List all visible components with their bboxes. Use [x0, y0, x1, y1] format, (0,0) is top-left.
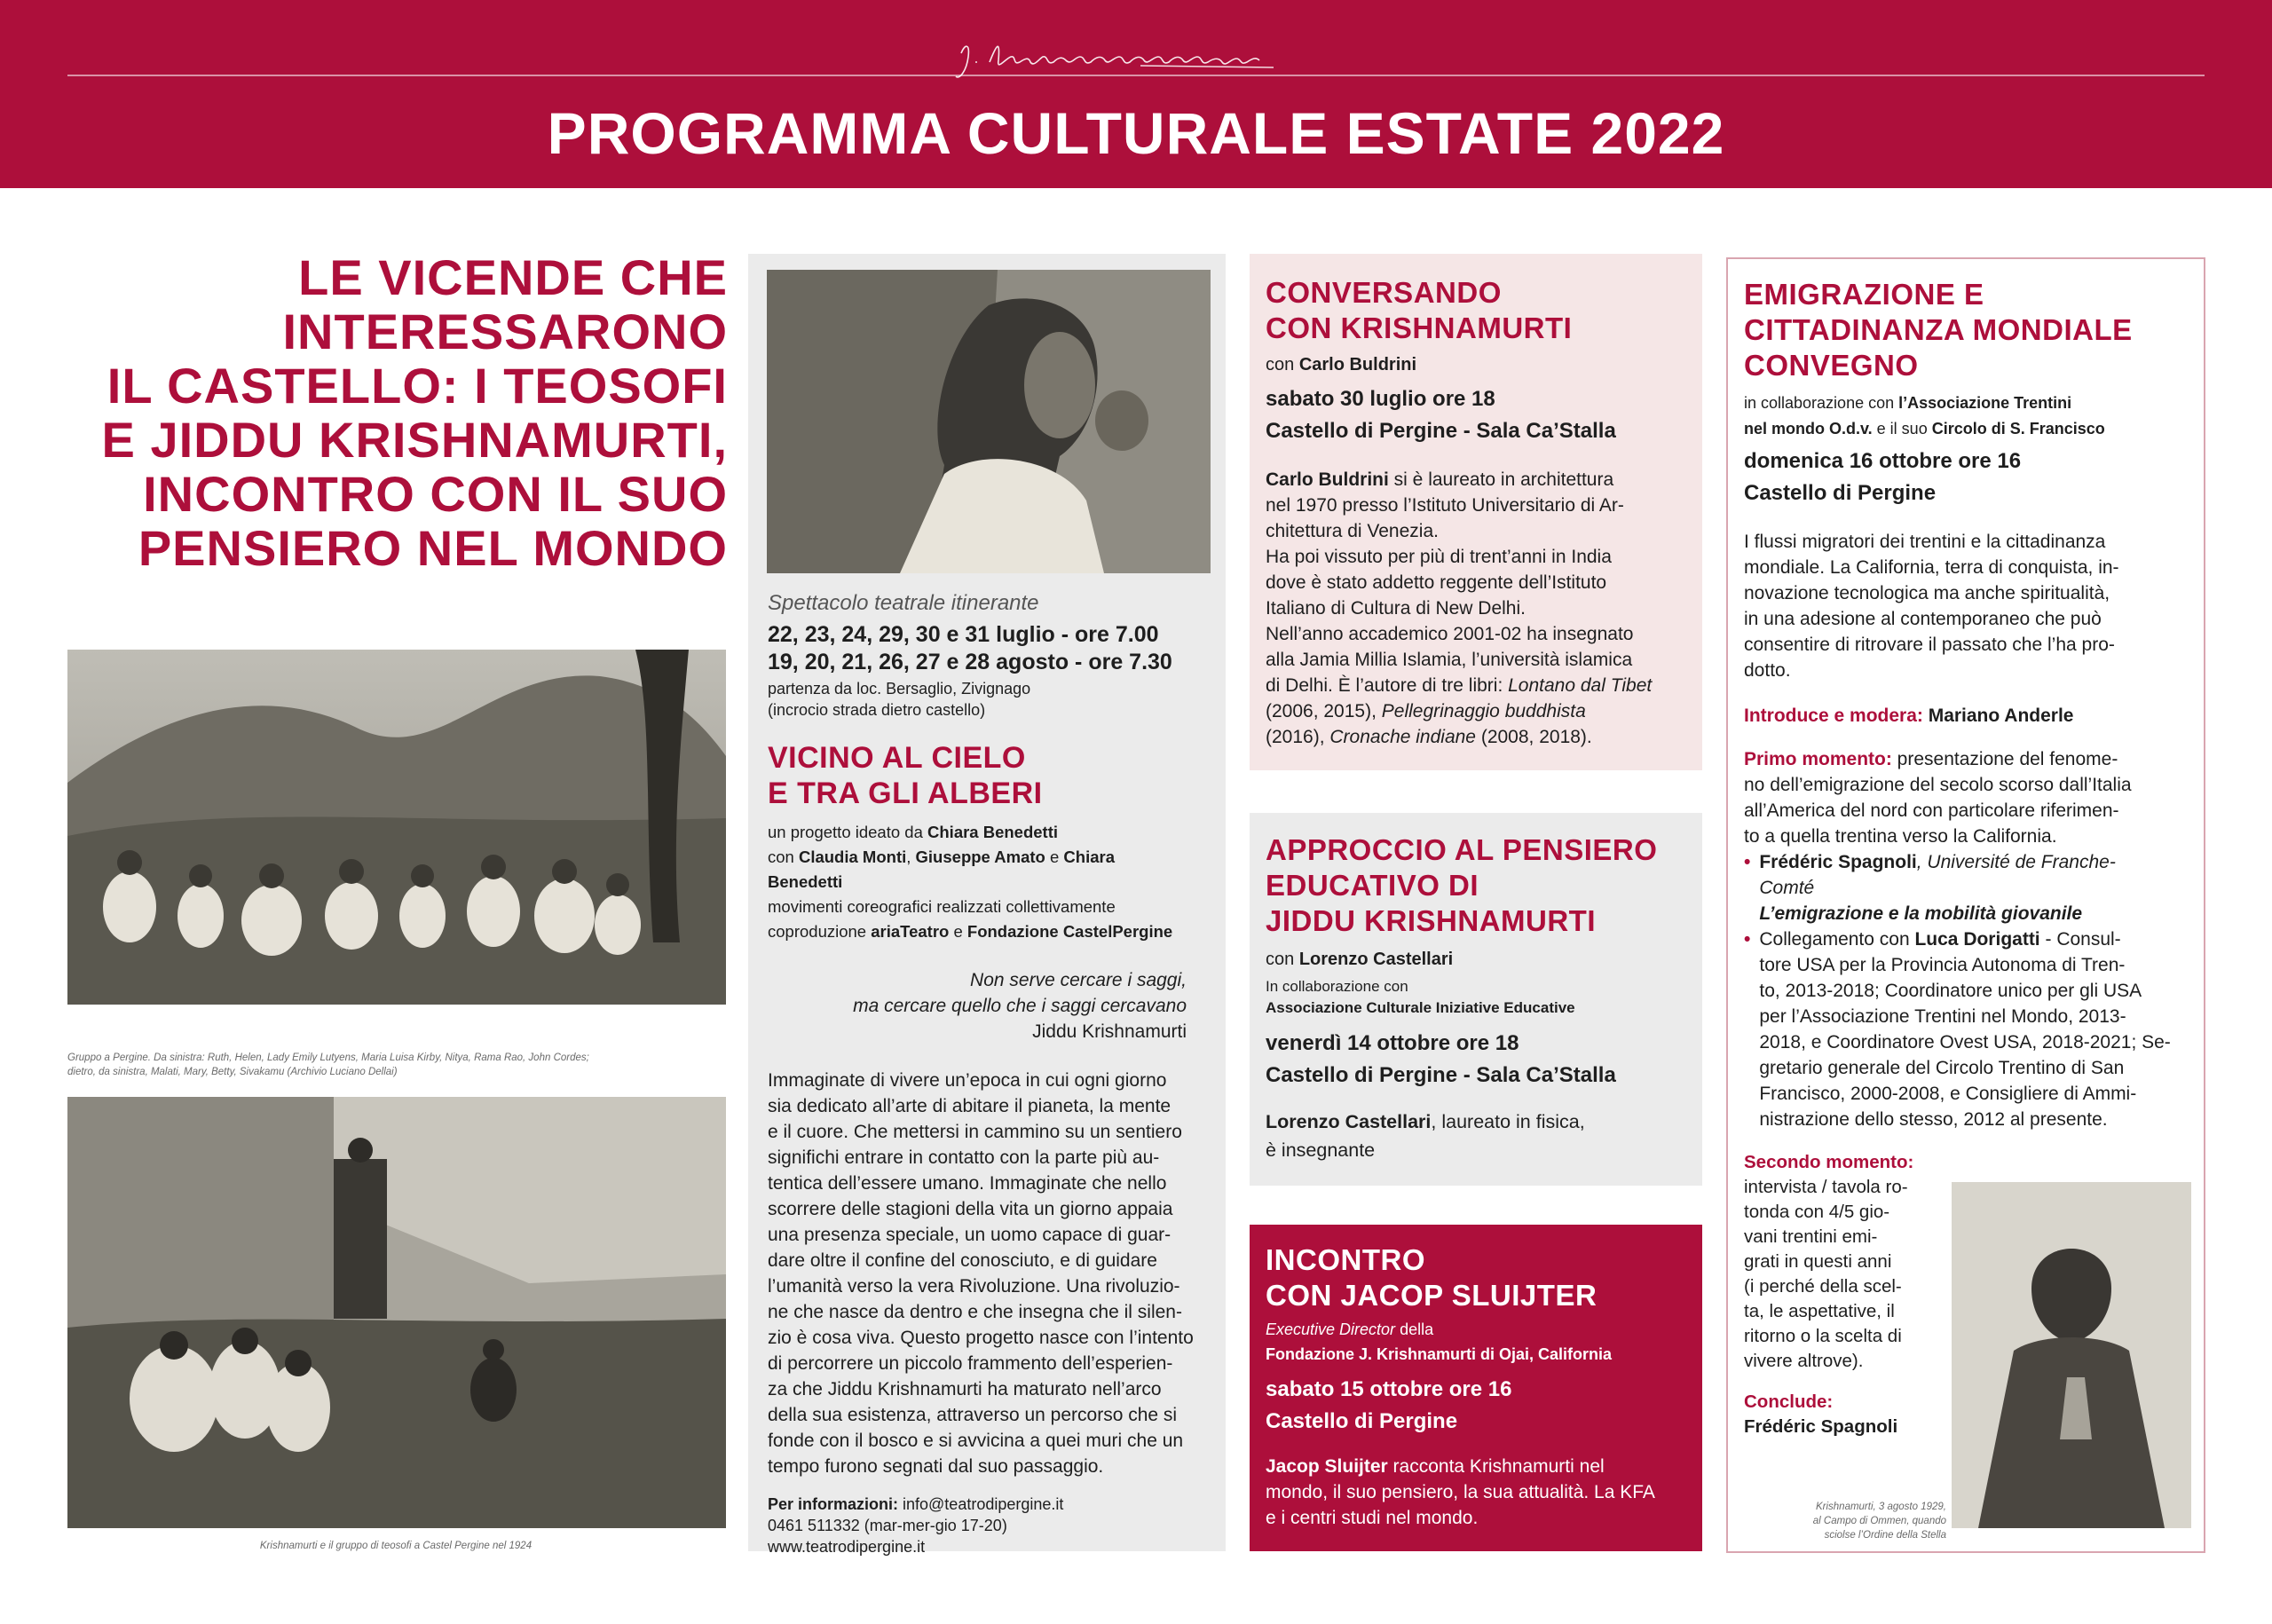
- ommen-photo-caption: [1742, 1500, 1946, 1542]
- role-suffix: della: [1395, 1320, 1434, 1338]
- body-line: sia dedicato all’arte di abitare il pianeta, la mente: [768, 1096, 1172, 1116]
- session-label-text: Secondo momento:: [1744, 1152, 1914, 1172]
- event-title-line: CONVEGNO: [1744, 349, 1919, 382]
- caption-line: al Campo di Ommen, quando: [1812, 1516, 1946, 1526]
- event-title-line: CITTADINANZA MONDIALE: [1744, 313, 2133, 346]
- second-session: [1744, 1150, 1948, 1439]
- bio-line: chitettura di Venezia.: [1266, 521, 1439, 541]
- event-box-emigrazione: [1726, 257, 2205, 1553]
- bullet-affiliation: Comté: [1759, 878, 1815, 898]
- collab-line: [1744, 416, 2192, 442]
- speaker-prefix: con: [1266, 950, 1299, 969]
- theatre-title-line: E TRA GLI ALBERI: [768, 777, 1043, 810]
- quote-line: Non serve cercare i saggi,: [970, 970, 1187, 990]
- speaker-bullet-spagnoli: [1744, 849, 2192, 926]
- theatre-title: [768, 740, 1194, 811]
- credit-name: Fondazione CastelPergine: [966, 922, 1173, 941]
- theatre-date-line: 19, 20, 21, 26, 27 e 28 agosto - ore 7.30: [768, 650, 1172, 674]
- bullet-text: - Consul-: [2039, 929, 2121, 950]
- quote-line: ma cercare quello che i saggi cercavano: [853, 996, 1187, 1016]
- intro-line: dotto.: [1744, 660, 1791, 681]
- bio-line: [1266, 698, 1692, 724]
- caption-line: dietro, da sinistra, Malati, Mary, Betty, Sivakamu (Archivio Luciano Dellai): [67, 1067, 398, 1077]
- session-line: vani trentini emi-: [1744, 1226, 1878, 1247]
- event-collab: [1744, 390, 2192, 442]
- bullet-line: [1759, 901, 2115, 926]
- intro-line: novazione tecnologica ma anche spiritualità,: [1744, 583, 2110, 603]
- feature-title-line: PENSIERO NEL MONDO: [138, 520, 728, 576]
- credit-text: un progetto ideato da: [768, 823, 928, 841]
- feature-title-line: INCONTRO CON IL SUO: [143, 466, 728, 522]
- bullet-name: Frédéric Spagnoli: [1759, 852, 1917, 872]
- speaker-name: Carlo Buldrini: [1298, 355, 1417, 374]
- event-date: venerdì 14 ottobre ore 18: [1266, 1031, 1519, 1055]
- event-date: domenica 16 ottobre ore 16: [1744, 449, 2022, 473]
- bio-line: Nell’anno accademico 2001-02 ha insegnato: [1266, 624, 1634, 644]
- session-line: vivere altrove).: [1744, 1351, 1864, 1371]
- body-line: l’umanità verso la vera Rivoluzione. Una rivoluzio-: [768, 1276, 1180, 1297]
- session-line: to a quella trentina verso la California.: [1744, 826, 2057, 847]
- conclude-label: [1744, 1390, 1948, 1415]
- theatre-info: [768, 591, 1194, 1557]
- speaker-bio: [1266, 1108, 1692, 1164]
- bio-line: [1266, 673, 1692, 698]
- bullet-icon: •: [1744, 852, 1751, 872]
- book-title: Pellegrinaggio buddhista: [1381, 701, 1586, 721]
- event-location: Castello di Pergine - Sala Ca’Stalla: [1266, 1063, 1616, 1087]
- bullet-line: nistrazione dello stesso, 2012 al presente.: [1759, 1109, 2108, 1130]
- departure-line: partenza da loc. Bersaglio, Zivignago: [768, 680, 1031, 698]
- contact-email-link[interactable]: info@teatrodipergine.it: [903, 1495, 1064, 1513]
- credit-line: [768, 845, 1194, 895]
- theatre-kicker: Spettacolo teatrale itinerante: [768, 591, 1039, 615]
- event-title-line: EMIGRAZIONE E: [1744, 278, 1984, 311]
- speaker-role: [1266, 1317, 1692, 1342]
- session-line: ritorno o la scelta di: [1744, 1326, 1902, 1346]
- feature-title-line: E JIDDU KRISHNAMURTI,: [101, 412, 728, 468]
- bullet-text: Collegamento con: [1759, 929, 1915, 950]
- conclude-name: [1744, 1415, 1948, 1439]
- credit-name: Claudia Monti: [798, 847, 907, 866]
- intro-line: consentire di ritrovare il passato che l’ha pro-: [1744, 635, 2115, 655]
- photo-caption-1: [67, 1051, 724, 1079]
- credit-text: ,: [906, 847, 916, 866]
- contact-info: [768, 1494, 1194, 1557]
- moderator-label: Introduce e modera:: [1744, 706, 1929, 726]
- credit-name: Chiara Benedetti: [927, 823, 1059, 841]
- feature-title-line: INTERESSARONO: [282, 304, 728, 359]
- theatre-dates: [768, 621, 1194, 676]
- quote-author: Jiddu Krishnamurti: [1032, 1021, 1187, 1042]
- bullet-line: to, 2013-2018; Coordinatore unico per gli USA: [1759, 981, 2142, 1001]
- credit-line: [768, 919, 1194, 944]
- speaker-bullet-dorigatti: [1744, 926, 2192, 1132]
- session-line: ta, le aspettative, il: [1744, 1301, 1895, 1321]
- body-line: fonde con il bosco e si avvicina a quei muri che un: [768, 1431, 1184, 1451]
- event-date: sabato 15 ottobre ore 16: [1266, 1377, 1512, 1401]
- caption-line: Gruppo a Pergine. Da sinistra: Ruth, Helen, Lady Emily Lutyens, Maria Luisa Kirby, Nitya, Rama Rao, John Cordes;: [67, 1052, 589, 1063]
- session-line: [1744, 746, 2192, 772]
- event-location: Castello di Pergine: [1266, 1409, 1458, 1433]
- event-speaker: [1266, 351, 1692, 378]
- role-title: Executive Director: [1266, 1320, 1396, 1338]
- contact-label: Per informazioni:: [768, 1495, 903, 1513]
- first-session: [1744, 746, 2192, 1132]
- session-line: no dell’emigrazione del secolo scorso dall’Italia: [1744, 775, 2132, 795]
- collab-label: In collaborazione con: [1266, 978, 1408, 995]
- krishnamurti-portrait-photo: [767, 270, 1211, 573]
- moderator-name: Mariano Anderle: [1928, 706, 2074, 726]
- castle-group-photo: [67, 1097, 726, 1528]
- event-title: [1266, 275, 1692, 346]
- speaker-prefix: con: [1266, 355, 1299, 374]
- caption-line: sciolse l’Ordine della Stella: [1824, 1530, 1946, 1541]
- event-box-approccio: [1250, 813, 1702, 1186]
- event-description: [1266, 1454, 1692, 1531]
- intro-line: mondiale. La California, terra di conquista, in-: [1744, 557, 2119, 578]
- credit-name: Giuseppe Amato: [915, 847, 1045, 866]
- collab-text: e il suo: [1872, 420, 1932, 438]
- session-line: (i perché della scel-: [1744, 1276, 1902, 1297]
- desc-line: mondo, il suo pensiero, la sua attualità. La KFA: [1266, 1482, 1655, 1502]
- bullet-content: [1759, 849, 2115, 926]
- bullet-line: tore USA per la Provincia Autonoma di Tren-: [1759, 955, 2126, 975]
- session-line: tonda con 4/5 gio-: [1744, 1202, 1890, 1222]
- event-speaker: [1266, 946, 1692, 973]
- body-line: Immaginate di vivere un’epoca in cui ogni giorno: [768, 1070, 1167, 1091]
- bio-text: di Delhi. È l’autore di tre libri:: [1266, 675, 1509, 696]
- body-line: zio è cosa viva. Questo progetto nasce con l’intento: [768, 1328, 1194, 1348]
- book-title: Lontano dal Tibet: [1508, 675, 1653, 696]
- credit-text: e: [949, 922, 967, 941]
- event-location: Castello di Pergine - Sala Ca’Stalla: [1266, 419, 1616, 443]
- bullet-line: gretario generale del Circolo Trentino di San: [1759, 1058, 2125, 1078]
- book-years: (2016),: [1266, 727, 1330, 747]
- bullet-line: per l’Associazione Trentini nel Mondo, 2013-: [1759, 1006, 2126, 1027]
- contact-email-line: [768, 1494, 1194, 1515]
- body-line: tempo furono segnati dal suo passaggio.: [768, 1456, 1104, 1477]
- bullet-line: Francisco, 2000-2008, e Consigliere di Ammi-: [1759, 1084, 2137, 1104]
- collab-name: Associazione Culturale Iniziative Educative: [1266, 999, 1575, 1016]
- bullet-line: [1759, 926, 2170, 952]
- speaker-org: Fondazione J. Krishnamurti di Ojai, California: [1266, 1345, 1613, 1363]
- book-years: (2006, 2015),: [1266, 701, 1382, 721]
- bio-line: è insegnante: [1266, 1139, 1376, 1161]
- contact-phone: 0461 511332 (mar-mer-gio 17-20): [768, 1517, 1007, 1534]
- event-title-line: EDUCATIVO DI: [1266, 869, 1479, 902]
- bio-name: Carlo Buldrini: [1266, 469, 1389, 490]
- body-line: della sua esistenza, attraverso un percorso che si: [768, 1405, 1178, 1425]
- krishnamurti-ommen-photo: [1952, 1182, 2191, 1528]
- body-line: e il cuore. Che mettersi in cammino su un sentiero: [768, 1122, 1182, 1142]
- bio-line: [1266, 724, 1692, 750]
- book-title: Cronache indiane: [1329, 727, 1476, 747]
- credit-name: ariaTeatro: [871, 922, 950, 941]
- body-line: di percorrere un piccolo frammento dell’esperien-: [768, 1353, 1173, 1374]
- theatre-quote: [768, 967, 1194, 1045]
- session-line: all’America del nord con particolare riferimen-: [1744, 800, 2119, 821]
- body-line: ne che nasce da dentro e che insegna che il silen-: [768, 1302, 1182, 1322]
- theatre-title-line: VICINO AL CIELO: [768, 741, 1026, 775]
- credit-line: [768, 820, 1194, 845]
- collab-name: l’Associazione Trentini: [1898, 394, 2072, 412]
- session-line: grati in questi anni: [1744, 1251, 1892, 1272]
- event-box-incontro: [1250, 1225, 1702, 1551]
- session-line: intervista / tavola ro-: [1744, 1177, 1908, 1197]
- bio-line: Italiano di Cultura di New Delhi.: [1266, 598, 1526, 619]
- collab-name: Circolo di S. Francisco: [1931, 420, 2105, 438]
- feature-title: [53, 250, 728, 575]
- body-line: za che Jiddu Krishnamurti ha maturato nell’arco: [768, 1379, 1162, 1399]
- feature-title-line: LE VICENDE CHE: [298, 249, 728, 305]
- event-title-line: INCONTRO: [1266, 1243, 1425, 1276]
- theatre-departure: [768, 678, 1194, 721]
- session-text: presentazione del fenome-: [1891, 749, 2118, 769]
- event-title-line: CON KRISHNAMURTI: [1266, 311, 1573, 344]
- bullet-icon: •: [1744, 929, 1751, 950]
- body-line: scorrere delle stagioni della vita un giorno appaia: [768, 1199, 1173, 1219]
- bio-text: si è laureato in architettura: [1388, 469, 1614, 490]
- session-label: Primo momento:: [1744, 749, 1892, 769]
- event-box-conversando: [1250, 254, 1702, 770]
- credit-text: coproduzione: [768, 922, 872, 941]
- page-title: PROGRAMMA CULTURALE ESTATE 2022: [547, 100, 1725, 166]
- group-photo-meadow: [67, 650, 726, 1005]
- bio-line: nel 1970 presso l’Istituto Universitario di Ar-: [1266, 495, 1624, 516]
- intro-line: I flussi migratori dei trentini e la cittadinanza: [1744, 532, 2106, 552]
- departure-line: (incrocio strada dietro castello): [768, 701, 986, 719]
- bio-line: [1266, 467, 1692, 493]
- bullet-line: 2018, e Coordinatore Ovest USA, 2018-2021; Se-: [1759, 1032, 2171, 1052]
- caption-text: Krishnamurti e il gruppo di teosofi a Castel Pergine nel 1924: [259, 1541, 532, 1551]
- photo-caption-2: [67, 1539, 724, 1553]
- book-years: (2008, 2018).: [1476, 727, 1592, 747]
- desc-line: [1266, 1454, 1692, 1479]
- event-title: [1266, 832, 1692, 939]
- credit-text: e: [1045, 847, 1064, 866]
- bullet-line: [1759, 875, 2115, 901]
- desc-line: e i centri studi nel mondo.: [1266, 1508, 1479, 1528]
- event-title: [1744, 277, 2192, 383]
- body-line: dare oltre il confine del conosciuto, e di guidare: [768, 1250, 1157, 1271]
- intro-line: in una adesione al contemporaneo che può: [1744, 609, 2102, 629]
- moderator-line: [1744, 703, 2192, 729]
- body-line: tentica dell’essere umano. Immaginate che nello: [768, 1173, 1167, 1194]
- body-line: una presenza speciale, un uomo capace di guar-: [768, 1225, 1172, 1245]
- bullet-content: [1759, 926, 2170, 1132]
- bullet-name: Luca Dorigatti: [1914, 929, 2040, 950]
- speaker-bio: [1266, 467, 1692, 750]
- contact-website-link[interactable]: www.teatrodipergine.it: [768, 1538, 926, 1556]
- credit-name: Chiara Benedetti: [768, 847, 1115, 891]
- collab-name: nel mondo O.d.v.: [1744, 420, 1873, 438]
- credit-line: movimenti coreografici realizzati collettivamente: [768, 897, 1116, 916]
- event-location: Castello di Pergine: [1744, 481, 1937, 505]
- theatre-credits: [768, 820, 1194, 944]
- bio-line: alla Jamia Millia Islamia, l’università islamica: [1266, 650, 1633, 670]
- event-title-line: CON JACOP SLUIJTER: [1266, 1279, 1598, 1312]
- bio-line: dove è stato addetto reggente dell’Istituto: [1266, 572, 1607, 593]
- event-intro: [1744, 529, 2192, 683]
- feature-title-line: IL CASTELLO: I TEOSOFI: [106, 358, 728, 414]
- conclude-name-text: Frédéric Spagnoli: [1744, 1416, 1898, 1437]
- theatre-description: [768, 1068, 1194, 1479]
- bullet-affiliation: , Université de Franche-: [1916, 852, 2116, 872]
- credit-text: con: [768, 847, 799, 866]
- event-date: sabato 30 luglio ore 18: [1266, 387, 1495, 411]
- bio-name: Lorenzo Castellari: [1266, 1111, 1432, 1132]
- conclude-label-text: Conclude:: [1744, 1391, 1834, 1412]
- bullet-line: [1759, 849, 2115, 875]
- collab-line: [1744, 390, 2192, 416]
- event-title-line: CONVERSANDO: [1266, 276, 1502, 309]
- caption-line: Krishnamurti, 3 agosto 1929,: [1815, 1502, 1946, 1512]
- event-title: [1266, 1242, 1692, 1313]
- bio-line: Ha poi vissuto per più di trent’anni in India: [1266, 547, 1612, 567]
- theatre-date-line: 22, 23, 24, 29, 30 e 31 luglio - ore 7.00: [768, 622, 1159, 647]
- speaker-name: Lorenzo Castellari: [1298, 950, 1454, 969]
- session-label: [1744, 1150, 1948, 1175]
- header-divider: [67, 75, 2205, 76]
- signature-logo: [954, 27, 1309, 89]
- event-title-line: APPROCCIO AL PENSIERO: [1266, 833, 1658, 866]
- body-line: significhi entrare in contatto con la parte più au-: [768, 1147, 1160, 1168]
- bio-line: [1266, 1108, 1692, 1136]
- event-title-line: JIDDU KRISHNAMURTI: [1266, 904, 1596, 937]
- header-banner: [0, 0, 2272, 188]
- desc-name: Jacop Sluijter: [1266, 1456, 1388, 1477]
- talk-title: L’emigrazione e la mobilità giovanile: [1759, 903, 2083, 924]
- bio-text: , laureato in fisica,: [1431, 1111, 1585, 1132]
- collab-text: in collaborazione con: [1744, 394, 1899, 412]
- desc-text: racconta Krishnamurti nel: [1387, 1456, 1605, 1477]
